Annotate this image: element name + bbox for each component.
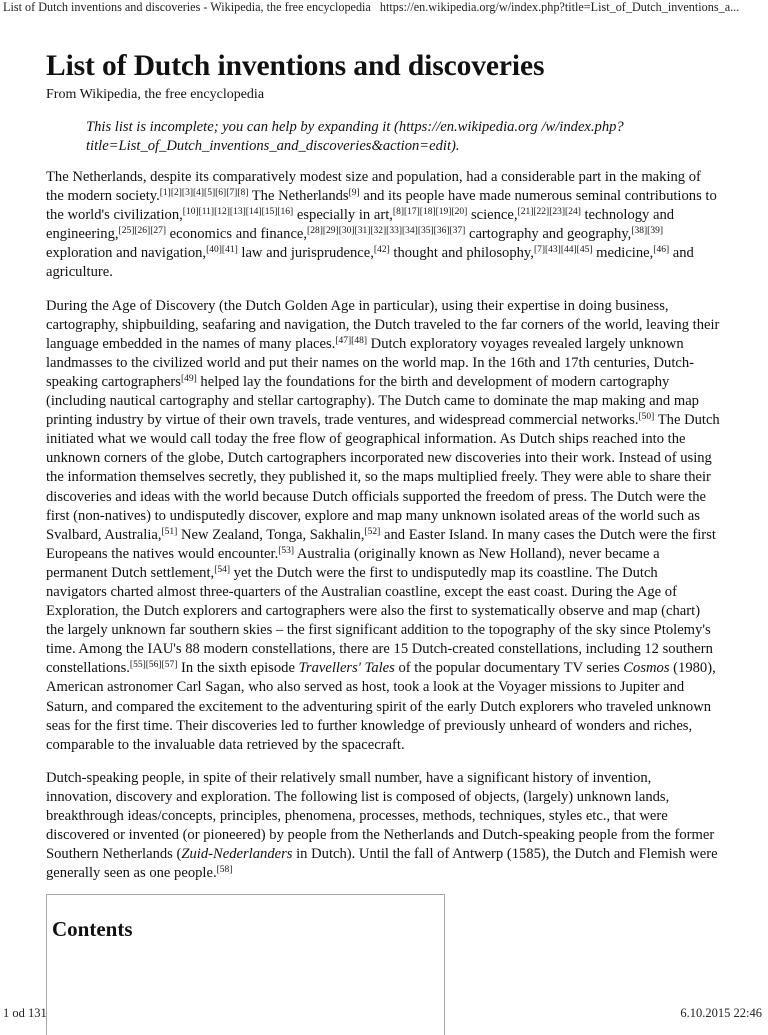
- reference-link[interactable]: [54]: [214, 564, 231, 575]
- reference-link[interactable]: [53]: [278, 545, 295, 556]
- text: The Netherlands: [248, 188, 349, 205]
- text: The Dutch initiated what we would call today the free flow of geographical information. As Dutch ships reached into the unknown corners of the globe, Dutch cartographers incorporated new discoveries into their work. Instead of using the information themselves secretly, they published it, so the maps multiplied freely. They were able to share their discoveries and ideas with the world because Dutch officials supported the freedom of press. The Dutch were the first (non-natives) to undisputedly discover, explore and map many unknown isolated areas of the world such as Svalbard, Australia,: [46, 412, 720, 543]
- reference-link[interactable]: [52]: [364, 526, 381, 537]
- text: and agriculture.: [46, 245, 694, 281]
- reference-link[interactable]: [7][43][44][45]: [533, 245, 593, 256]
- reference-link[interactable]: [28][29][30][31][32][33][34][35][36][37]: [307, 226, 466, 237]
- text: and its people have made numerous seminal contributions to the world's civilization,: [46, 188, 717, 224]
- text: medicine,: [592, 245, 654, 262]
- page-title: List of Dutch inventions and discoveries: [46, 50, 545, 82]
- toc-title: Contents: [52, 917, 133, 941]
- text: During the Age of Discovery (the Dutch Golden Age in particular), using their expertise in doing business, cartography, shipbuilding, seafaring and navigation, the Dutch traveled to the far corners of the world, leaving their language embedded in the names of many places.: [46, 297, 720, 352]
- reference-link[interactable]: [9]: [348, 188, 360, 199]
- reference-link[interactable]: [10][11][12][13][14][15][16]: [182, 207, 294, 218]
- reference-link[interactable]: [42]: [373, 245, 390, 256]
- reference-link[interactable]: [25][26][27]: [118, 226, 167, 237]
- hatnote-edit-link[interactable]: (https://en.wikipedia.org /w/index.php?title=List_of_Dutch_inventions_and_discoveries&action=edit).: [86, 119, 624, 154]
- reference-link[interactable]: [8][17][18][19][20]: [392, 207, 468, 218]
- print-header: [3, 0, 765, 20]
- paragraph-dutch-speaking-people: [46, 769, 721, 884]
- text: Dutch exploratory voyages revealed largely unknown landmasses to the civilized world and put their names on the world map. In the 16th and 17th centuries, Dutch-speaking cartographers: [46, 335, 695, 390]
- paragraph-age-of-discovery: [46, 297, 721, 755]
- reference-link[interactable]: [55][56][57]: [129, 660, 178, 671]
- print-datetime: 6.10.2015 22:46: [680, 1006, 762, 1020]
- text: economics and finance,: [166, 226, 308, 243]
- text: especially in art,: [293, 207, 393, 224]
- site-tagline: From Wikipedia, the free encyclopedia: [46, 87, 265, 102]
- text: Australia (originally known as New Holland), never became a permanent Dutch settlement,: [46, 545, 660, 581]
- print-header-title: List of Dutch inventions and discoveries - Wikipedia, the free encyclopedia: [3, 0, 371, 14]
- article: [46, 46, 724, 941]
- text: New Zealand, Tonga, Sakhalin,: [177, 526, 365, 543]
- reference-link[interactable]: [1][2][3][4][5][6][7][8]: [159, 188, 249, 199]
- reference-link[interactable]: [40][41]: [206, 245, 238, 256]
- text: cartography and geography,: [465, 226, 632, 243]
- page-count: 1 od 131: [3, 1006, 47, 1020]
- text: law and jurisprudence,: [237, 245, 374, 262]
- reference-link[interactable]: [50]: [638, 412, 655, 423]
- reference-link[interactable]: [46]: [653, 245, 670, 256]
- text: Dutch-speaking people, in spite of their relatively small number, have a significant history of invention, innovation, discovery and exploration. The following list is composed of objects, (largely) unknown lands, breakthrough ideas/concepts, principles, phenomena, processes, methods, techniques, styles etc., that were discovered or invented (or pioneered) by people from the Netherlands and Dutch-speaking people from the former Southern Netherlands (: [46, 769, 715, 863]
- italic-term: Zuid-Nederlanders: [181, 846, 293, 863]
- text: yet the Dutch were the first to undisputedly map its coastline. The Dutch navigators charted almost three-quarters of the Australian coastline, except the east coast. During the Age of Exploration, the Dutch explorers and cartographers were also the first to systematically observe and map (chart) the largely unknown far southern skies – the first significant addition to the topography of the sky since Ptolemy's time. Among the IAU's 88 modern constellations, there are 15 Dutch-created constellations, including 12 southern constellations.: [46, 564, 713, 677]
- print-footer: [3, 1006, 762, 1021]
- reference-link[interactable]: [21][22][23][24]: [517, 207, 581, 218]
- text: thought and philosophy,: [389, 245, 534, 262]
- paragraph-intro: [46, 168, 721, 283]
- text: In the sixth episode: [177, 660, 299, 677]
- text: exploration and navigation,: [46, 245, 207, 262]
- reference-link[interactable]: [49]: [180, 373, 197, 384]
- reference-link[interactable]: [47][48]: [335, 335, 367, 346]
- text: of the popular documentary TV series: [394, 660, 624, 677]
- incomplete-list-hatnote: [86, 118, 646, 156]
- series-title: Cosmos: [623, 660, 670, 677]
- hatnote-text: This list is incomplete; you can help by expanding it: [86, 119, 391, 135]
- text: helped lay the foundations for the birth and development of modern cartography (including nautical cartography and stellar cartography). The Dutch came to dominate the map making and map printing industry by virtue of their own travels, trade ventures, and widespread commercial networks.: [46, 373, 699, 429]
- reference-link[interactable]: [51]: [161, 526, 178, 537]
- text: science,: [467, 207, 518, 224]
- print-header-url[interactable]: https://en.wikipedia.org/w/index.php?title=List_of_Dutch_inventions_a...: [379, 0, 740, 14]
- text: The Netherlands, despite its comparatively modest size and population, had a considerable part in the making of the modern society.: [46, 169, 701, 205]
- episode-title: Travellers' Tales: [298, 660, 395, 677]
- text: technology and engineering,: [46, 207, 675, 243]
- text: and Easter Island. In many cases the Dutch were the first Europeans the natives would encounter.: [46, 526, 716, 562]
- reference-link[interactable]: [58]: [216, 865, 233, 876]
- text: in Dutch). Until the fall of Antwerp (1585), the Dutch and Flemish were generally seen as one people.: [46, 846, 718, 882]
- reference-link[interactable]: [38][39]: [631, 226, 663, 237]
- text: (1980), American astronomer Carl Sagan, who also served as host, took a look at the Voyager missions to Jupiter and Saturn, and compared the excitement to the adventuring spirit of the early Dutch explorers who traveled unknown seas for the first time. Their discoveries led to further knowledge of previously unheard of wonders and riches, comparable to the invaluable data retrieved by the spacecraft.: [46, 660, 716, 753]
